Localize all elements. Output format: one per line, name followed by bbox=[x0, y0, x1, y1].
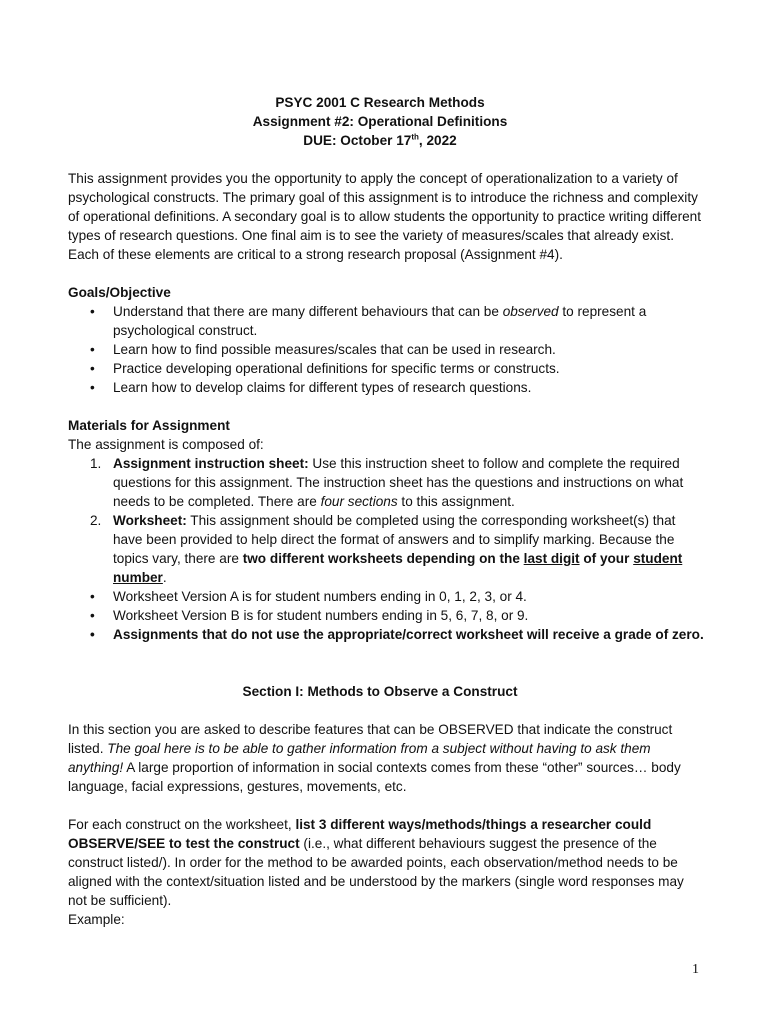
course-title: PSYC 2001 C Research Methods bbox=[275, 95, 485, 110]
list-item: • Practice developing operational definitions for specific terms or constructs. bbox=[90, 361, 560, 376]
intro-paragraph: This assignment provides you the opportunity to apply the concept of operationalization to a variety of psychological constructs. The primary goal of this assignment is to introduce the richness and complexity of operational definitions. A secondary goal is to allow students the opportunity to practice writing different types of research questions. One final aim is to see the variety of measures/scales that already exist. Each of these elements are critical to a strong research proposal (Assignment #4). bbox=[68, 171, 701, 262]
list-item: • Worksheet Version B is for student numbers ending in 5, 6, 7, 8, or 9. bbox=[90, 608, 529, 623]
materials-list bbox=[68, 454, 704, 587]
document-title bbox=[56, 93, 704, 150]
instructions-paragraph: For each construct on the worksheet, list 3 different ways/methods/things a researcher could OBSERVE/SEE to test the construct (i.e., what different behaviours suggest the presence of the construct listed/). In order for the method to be awarded points, each observation/method needs to be aligned with the context/situation listed and be understood by the markers (single word responses may not be sufficient). bbox=[68, 817, 684, 908]
goals-list bbox=[68, 302, 704, 397]
example-label: Example: bbox=[68, 912, 125, 927]
list-item: • Understand that there are many different behaviours that can be observed to represent a psychological construct. bbox=[90, 304, 647, 338]
list-item: • Assignments that do not use the appropriate/correct worksheet will receive a grade of zero. bbox=[90, 627, 704, 642]
list-item: • Learn how to develop claims for different types of research questions. bbox=[90, 380, 532, 395]
materials-heading: Materials for Assignment bbox=[68, 418, 230, 433]
bullet-icon: • bbox=[90, 342, 95, 357]
list-item: • Worksheet Version A is for student numbers ending in 0, 1, 2, 3, or 4. bbox=[90, 589, 527, 604]
bullet-icon: • bbox=[90, 304, 95, 319]
list-item: • Learn how to find possible measures/scales that can be used in research. bbox=[90, 342, 556, 357]
bullet-icon: • bbox=[90, 361, 95, 376]
due-date: DUE: October 17th, 2022 bbox=[303, 132, 457, 148]
bullet-icon: • bbox=[90, 589, 95, 604]
section-paragraph: In this section you are asked to describe features that can be OBSERVED that indicate the construct listed. The goal here is to be able to gather information from a subject without having to ask them anything! A large proportion of information in social contexts comes from these “other” sources… body language, facial expressions, gestures, movements, etc. bbox=[68, 722, 681, 794]
bullet-icon: • bbox=[90, 380, 95, 395]
bullet-icon: • bbox=[90, 608, 95, 623]
list-item: 2. Worksheet: This assignment should be completed using the corresponding worksheet(s) that have been provided to help direct the format of answers and to simplify marking. Because the topics vary, there are two different worksheets depending on the last digit of your student number. bbox=[90, 513, 683, 585]
section-heading: Section I: Methods to Observe a Construct bbox=[242, 684, 518, 699]
goals-heading: Goals/Objective bbox=[68, 285, 171, 300]
assignment-title: Assignment #2: Operational Definitions bbox=[252, 114, 508, 129]
materials-lead: The assignment is composed of: bbox=[68, 437, 264, 452]
bullet-icon: • bbox=[90, 627, 95, 642]
list-item: 1. Assignment instruction sheet: Use this instruction sheet to follow and complete the required questions for this assignment. The instruction sheet has the questions and instructions on what needs to be completed. There are four sections to this assignment. bbox=[90, 456, 684, 509]
worksheet-list bbox=[68, 587, 704, 644]
page-number: 1 bbox=[692, 962, 699, 977]
document-page bbox=[68, 93, 704, 929]
